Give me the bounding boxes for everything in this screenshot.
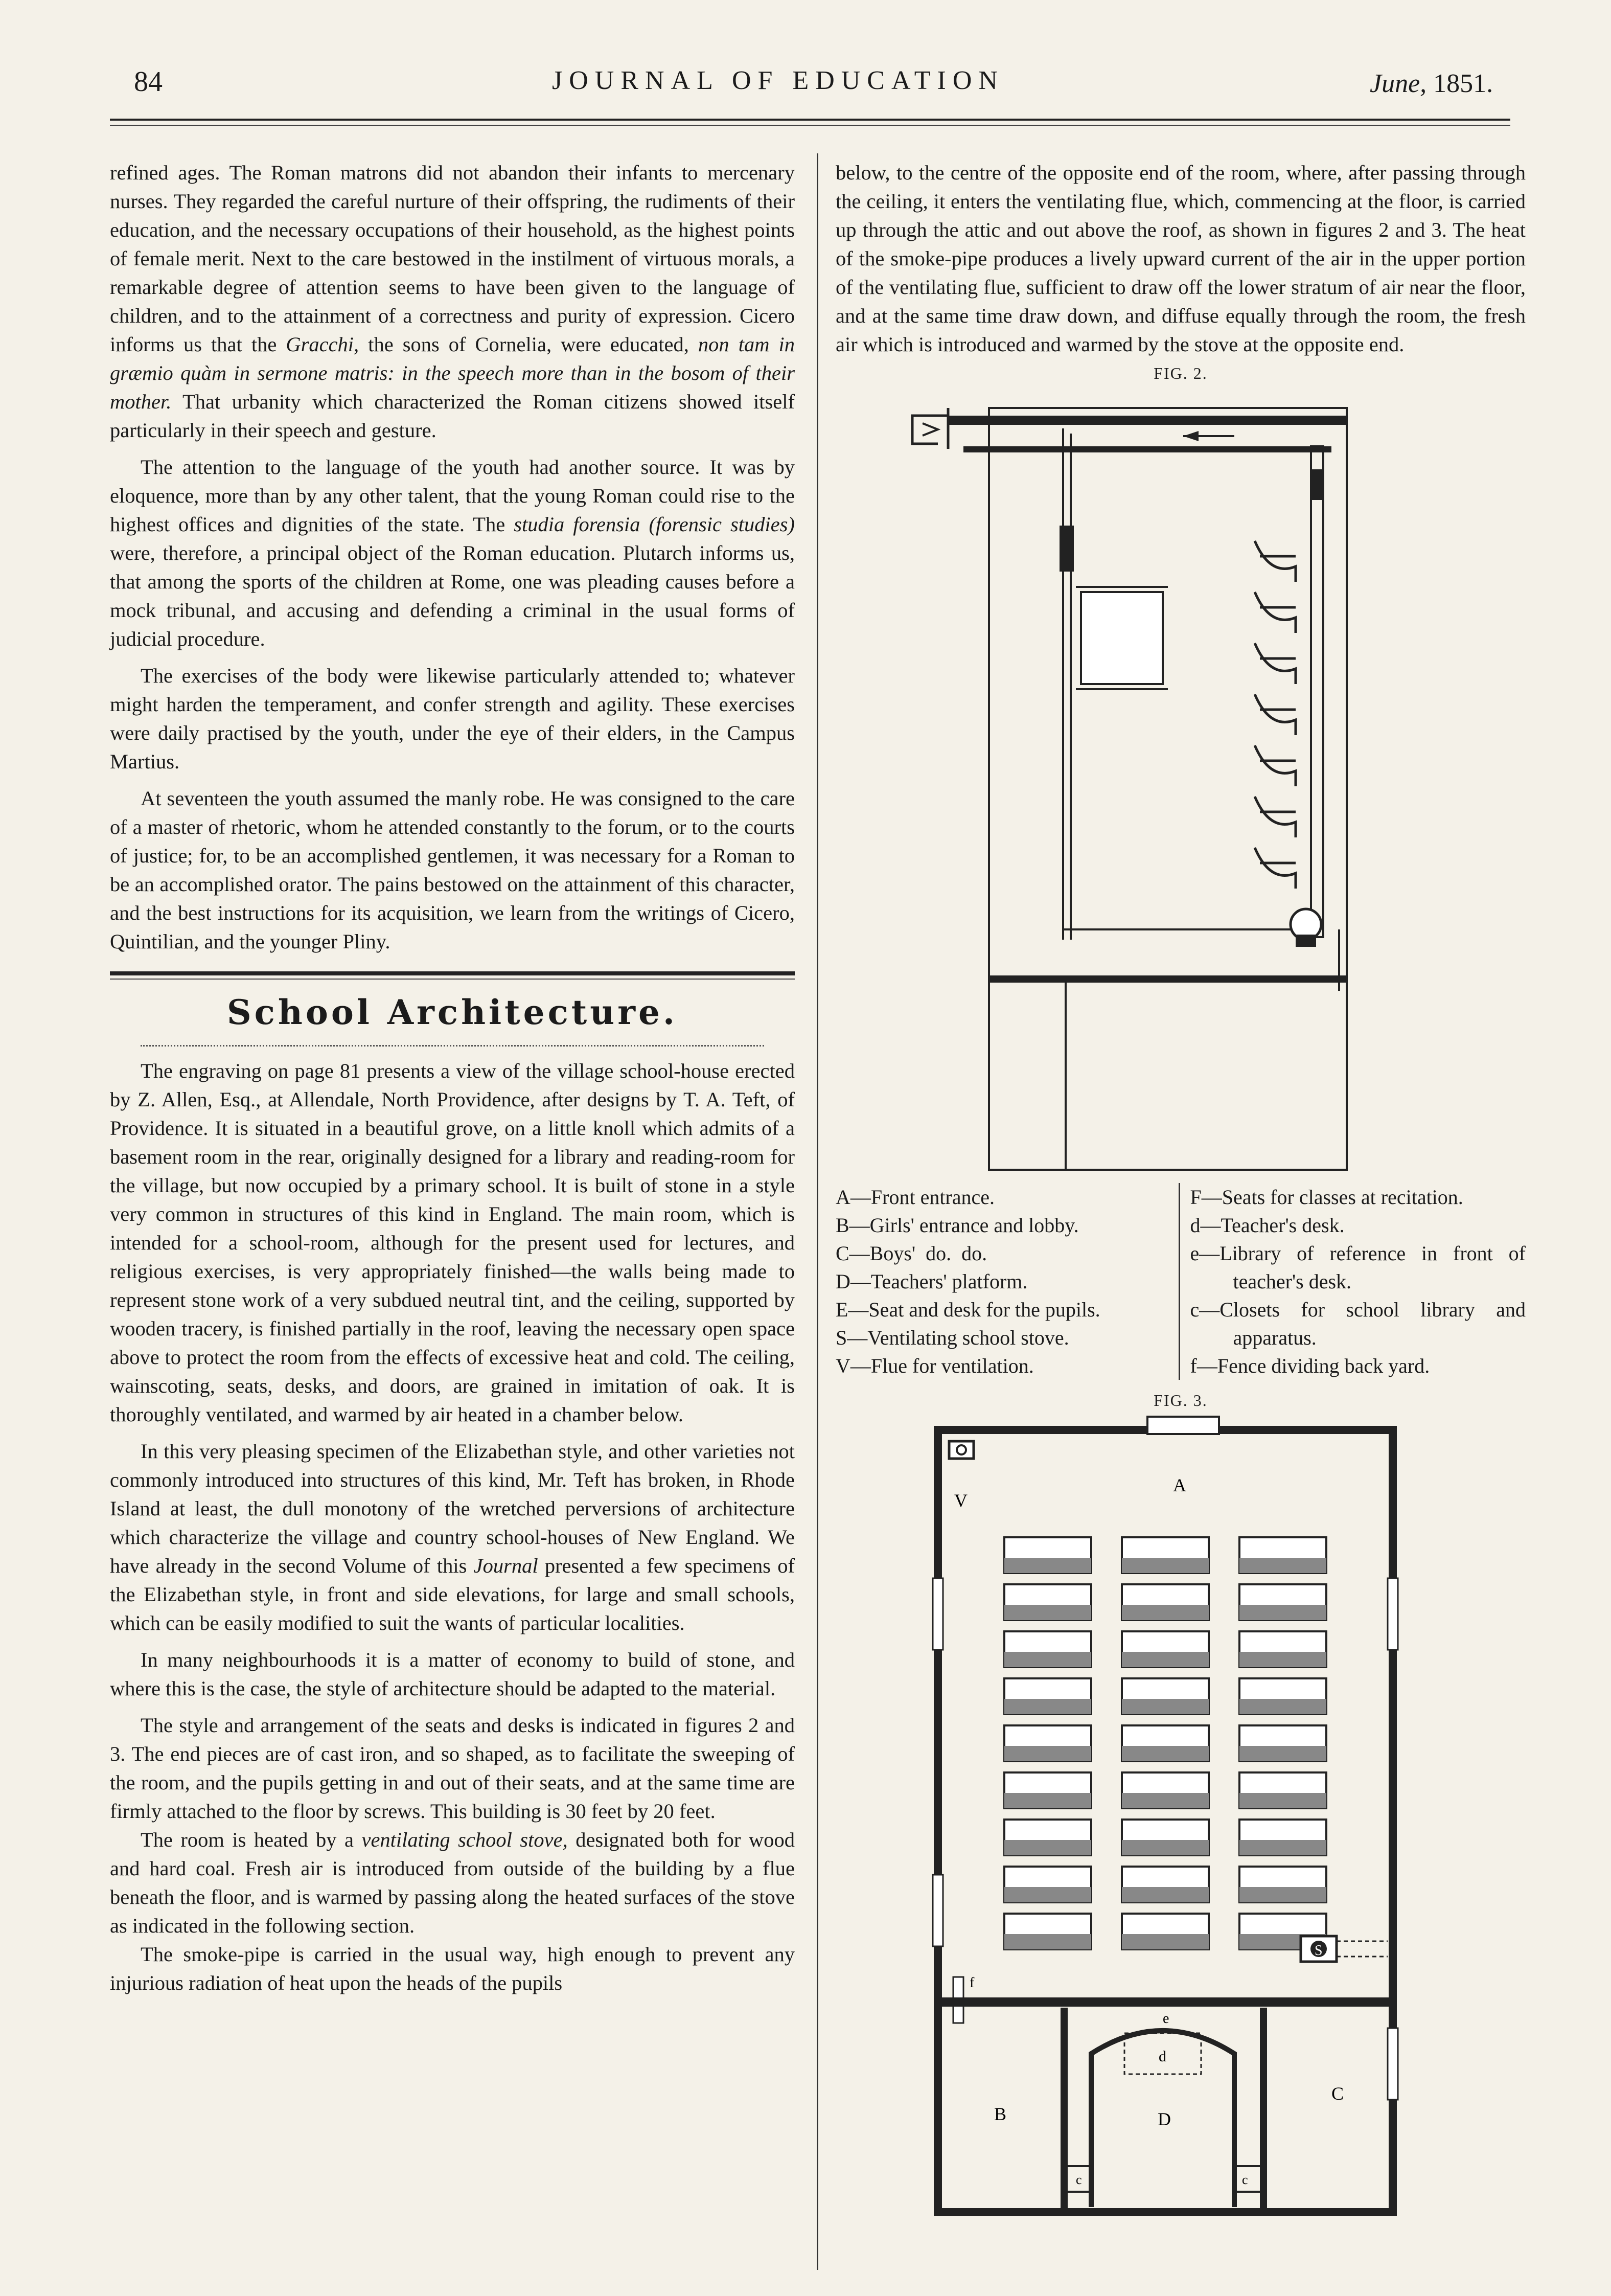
plan-label-c2: c — [1242, 2172, 1248, 2187]
frame — [989, 408, 1347, 1170]
paragraph-elizabethan — [110, 1437, 795, 1638]
text-run: the sons of Cornelia, were educated, — [368, 333, 689, 356]
pupil-seats — [1255, 541, 1296, 889]
teacher-platform — [1081, 592, 1163, 684]
paragraph-manly-robe: At seventeen the youth assumed the manly robe. He was consigned to the care of a master of rhetoric, whom he attended constantly to the forum, or to the courts of justice; for, to be an accomplished gentlemen, it was necessary for a Roman to be an accomplished orator. The pains bestowed on the attainment of this character, and the best instructions for its acquisition, we learn from the writings of Cicero, Quintilian, and the younger Pliny. — [110, 787, 795, 953]
text-run: In this very pleasing specimen of the Elizabethan style, and other varieties not commonly introduced into structures of this kind, Mr. Teft has broken, in Rhode Island at least, the dull monotony of the wretched perversions of architecture which characterize the village and country school-houses of New England. We have already in the second Volume of this — [110, 1440, 795, 1577]
flue-arrow — [923, 423, 938, 436]
figure-2-caption: FIG. 2. — [1154, 364, 1208, 382]
flue-damper — [1312, 469, 1322, 500]
ceiling-bar — [963, 446, 1331, 452]
seat-shade — [1239, 1699, 1326, 1714]
seat-shade — [1122, 1699, 1209, 1714]
plan-label-A: A — [1173, 1475, 1186, 1495]
figure-3-floor-plan — [836, 1415, 1526, 2222]
seat-shade — [1122, 1887, 1209, 1902]
plan-label-S: S — [1315, 1943, 1323, 1959]
seat-shade — [1239, 1746, 1326, 1761]
legend-item: A—Front entrance. — [836, 1186, 995, 1209]
seat-shade — [1122, 1840, 1209, 1855]
plan-legend — [836, 1183, 1526, 1380]
seat-shade — [1122, 1558, 1209, 1573]
seat-shade — [1004, 1699, 1091, 1714]
lobby-divider-right — [1260, 2008, 1267, 2212]
column-rule — [817, 153, 818, 2270]
italic-run: Gracchi, — [286, 333, 359, 356]
flue-outlet — [912, 408, 948, 449]
plan-label-d: d — [1159, 2048, 1166, 2065]
legend-right — [1180, 1183, 1526, 1380]
legend-left — [836, 1183, 1180, 1380]
paragraph-seats: The style and arrangement of the seats and desks is indicated in figures 2 and 3. The end pieces are of cast iron, and so shaped, as to facilitate the sweeping of the room, and the pupils getting in and out of their seats, and at the same time are firmly attached to the floor by screws. This building is 30 feet by 20 feet. — [110, 1714, 795, 1823]
desk-rows — [1004, 1537, 1326, 1949]
seat-shade — [1239, 1652, 1326, 1667]
figure-2-section-drawing — [836, 388, 1526, 1175]
paragraph-heating — [110, 1826, 795, 1940]
legend-item: c—Closets for school library and apparatus. — [1190, 1298, 1526, 1349]
issue-date — [1370, 69, 1493, 99]
plan-label-V: V — [954, 1490, 968, 1511]
front-entrance-step — [1147, 1417, 1219, 1434]
seat-shade — [1239, 1840, 1326, 1855]
seat-shade — [1004, 1605, 1091, 1620]
seat-shade — [1239, 1887, 1326, 1902]
italic-run: Journal — [473, 1554, 538, 1577]
seat-shade — [1239, 1605, 1326, 1620]
paragraph-stone: In many neighbourhoods it is a matter of economy to build of stone, and where this is the case, the style of architecture should be adapted to the material. — [110, 1648, 795, 1700]
legend-item: e—Library of reference in front of teacher's desk. — [1190, 1242, 1526, 1293]
floor — [989, 975, 1347, 983]
paragraph-eloquence — [110, 453, 795, 653]
seat-shade — [1239, 1793, 1326, 1808]
legend-item: F—Seats for classes at recitation. — [1190, 1186, 1463, 1209]
seat-shade — [1004, 1558, 1091, 1573]
section-rule-thin — [110, 979, 795, 980]
text-run: presented a few specimens of the Elizabethan style, in front and side elevations, for large and small schools, which can be easily modified to suit the wants of particular localities. — [110, 1554, 795, 1634]
section-title: School Architecture. — [226, 992, 678, 1032]
plan-label-c: c — [1076, 2172, 1082, 2187]
seat-shade — [1004, 1887, 1091, 1902]
right-column — [836, 158, 1526, 2222]
paragraph-exercises: The exercises of the body were likewise particularly attended to; whatever might harden the temperament, and confer strength and agility. These exercises were daily practised by the youth, under the eye of their elders, in the Campus Martius. — [110, 664, 795, 773]
seat-shade — [1122, 1934, 1209, 1949]
italic-run: ventilating school stove, — [361, 1828, 568, 1851]
seat-shade — [1122, 1746, 1209, 1761]
section-rule — [110, 971, 795, 975]
legend-item: C—Boys' do. do. — [836, 1242, 987, 1265]
left-column — [110, 158, 795, 1997]
ventilation-flue — [1311, 446, 1323, 937]
page-number: 84 — [134, 66, 163, 98]
lobby-divider-left — [1061, 2008, 1068, 2212]
legend-item: S—Ventilating school stove. — [836, 1326, 1069, 1349]
text-run: were, therefore, a principal object of the Roman education. Plutarch informs us, that among the sports of the children at Rome, one was pleading causes before a mock tribunal, and accusing and defending a criminal in the usual forms of judicial procedure. — [110, 541, 795, 650]
journal-title: JOURNAL OF EDUCATION — [552, 66, 1004, 95]
roof-bar — [948, 416, 1347, 425]
flue-box — [949, 1441, 974, 1459]
page-header — [0, 0, 1611, 112]
text-run: refined ages. The Roman matrons did not abandon their infants to mercenary nurses. They regarded the careful nurture of their offspring, the rudiments of their education, and the necessary occupations of their household, as the highest points of female merit. Next to the care bestowed in the instilment of virtuous morals, a remarkable degree of attention seems to have been given to the language of children, and to the attainment of a correctness and purity of expression. Cicero informs us that the — [110, 161, 795, 356]
plan-label-D: D — [1158, 2109, 1171, 2129]
seat-shade — [1239, 1558, 1326, 1573]
text-run: The room is heated by a — [141, 1828, 354, 1851]
paragraph-smoke-pipe: The smoke-pipe is carried in the usual way, high enough to prevent any injurious radiation of heat upon the heads of the pupils — [110, 1943, 795, 1994]
legend-item: E—Seat and desk for the pupils. — [836, 1298, 1100, 1321]
seat-shade — [1122, 1605, 1209, 1620]
italic-run: studia forensia (forensic studies) — [514, 513, 795, 536]
paragraph-ventilation: below, to the centre of the opposite end of the room, where, after passing through the ceiling, it enters the ventilating flue, which, commencing at the floor, is carried up through the attic and out above the roof, as shown in figures 2 and 3. The heat of the smoke-pipe produces a lively upward current of the air in the upper portion of the ventilating flue, sufficient to draw off the lower stratum of air near the floor, and at the same time draw down, and diffuse equally through the room, the fresh air which is introduced and warmed by the stove at the opposite end. — [836, 161, 1526, 356]
seat-shade — [1004, 1746, 1091, 1761]
italic-run: non tam in græmio quàm in sermone matris: in the speech more than in the bosom of their mother. — [110, 333, 795, 413]
plan-label-e: e — [1163, 2011, 1169, 2027]
seat-shade — [1004, 1840, 1091, 1855]
legend-item: D—Teachers' platform. — [836, 1270, 1028, 1293]
plan-label-C: C — [1331, 2083, 1344, 2104]
plan-label-f: f — [970, 1975, 975, 1991]
legend-item: f—Fence dividing back yard. — [1190, 1354, 1430, 1377]
seat-shade — [1122, 1793, 1209, 1808]
header-rule — [110, 119, 1510, 121]
paragraph-engraving: The engraving on page 81 presents a view of the village school-house erected by Z. Allen, Esq., at Allendale, North Providence, after designs by T. A. Teft, of Providence. It is situated in a beautiful grove, on a little knoll which admits of a basement room in the rear, originally designed for a library and reading-room for the village, but now occupied by a primary school. It is built of stone in a style very common in structures of this kind in England. The main room, which is intended for a school-room, although for the present used for lectures, and religious exercises, is very appropriately finished—the walls being made to represent stone work of a very subdued neutral tint, and the ceiling, supported by wooden tracery, is finished partially in the roof, leaving the necessary open space above to protect the room from the effects of excessive heat and cold. The ceiling, wainscoting, seats, desks, and doors, are grained in imitation of oak. It is thoroughly ventilated, and warmed by air heated in a chamber below. — [110, 1059, 795, 1426]
seat-shade — [1122, 1652, 1209, 1667]
issue-year: 1851. — [1433, 69, 1493, 98]
issue-month: June, — [1370, 69, 1427, 98]
seat-shade — [1004, 1793, 1091, 1808]
plan-label-B: B — [994, 2104, 1007, 2124]
seat-shade — [1004, 1652, 1091, 1667]
figure-3-caption: FIG. 3. — [1154, 1391, 1208, 1410]
seat-shade — [1004, 1934, 1091, 1949]
ornamental-rule — [141, 1038, 764, 1047]
legend-item: B—Girls' entrance and lobby. — [836, 1214, 1079, 1237]
legend-item: d—Teacher's desk. — [1190, 1214, 1345, 1237]
legend-item: V—Flue for ventilation. — [836, 1354, 1034, 1377]
text-run: designated both for wood and hard coal. Fresh air is introduced from outside of the building by a flue beneath the floor, and is warmed by passing along the heated surfaces of the stove as indicated in the following section. — [110, 1828, 795, 1937]
cross-wall — [938, 1997, 1393, 2007]
text-run: The attention to the language of the youth had another source. It was by eloquence, more than by any other talent, that the young Roman could rise to the highest offices and dignities of the state. The — [110, 456, 795, 536]
text-run: That urbanity which characterized the Roman citizens showed itself particularly in their speech and gesture. — [110, 390, 795, 442]
paragraph-roman-matrons — [110, 158, 795, 445]
air-arrowhead — [1183, 431, 1199, 441]
header-rule-thin — [110, 125, 1510, 126]
pipe-segment — [1060, 526, 1074, 572]
